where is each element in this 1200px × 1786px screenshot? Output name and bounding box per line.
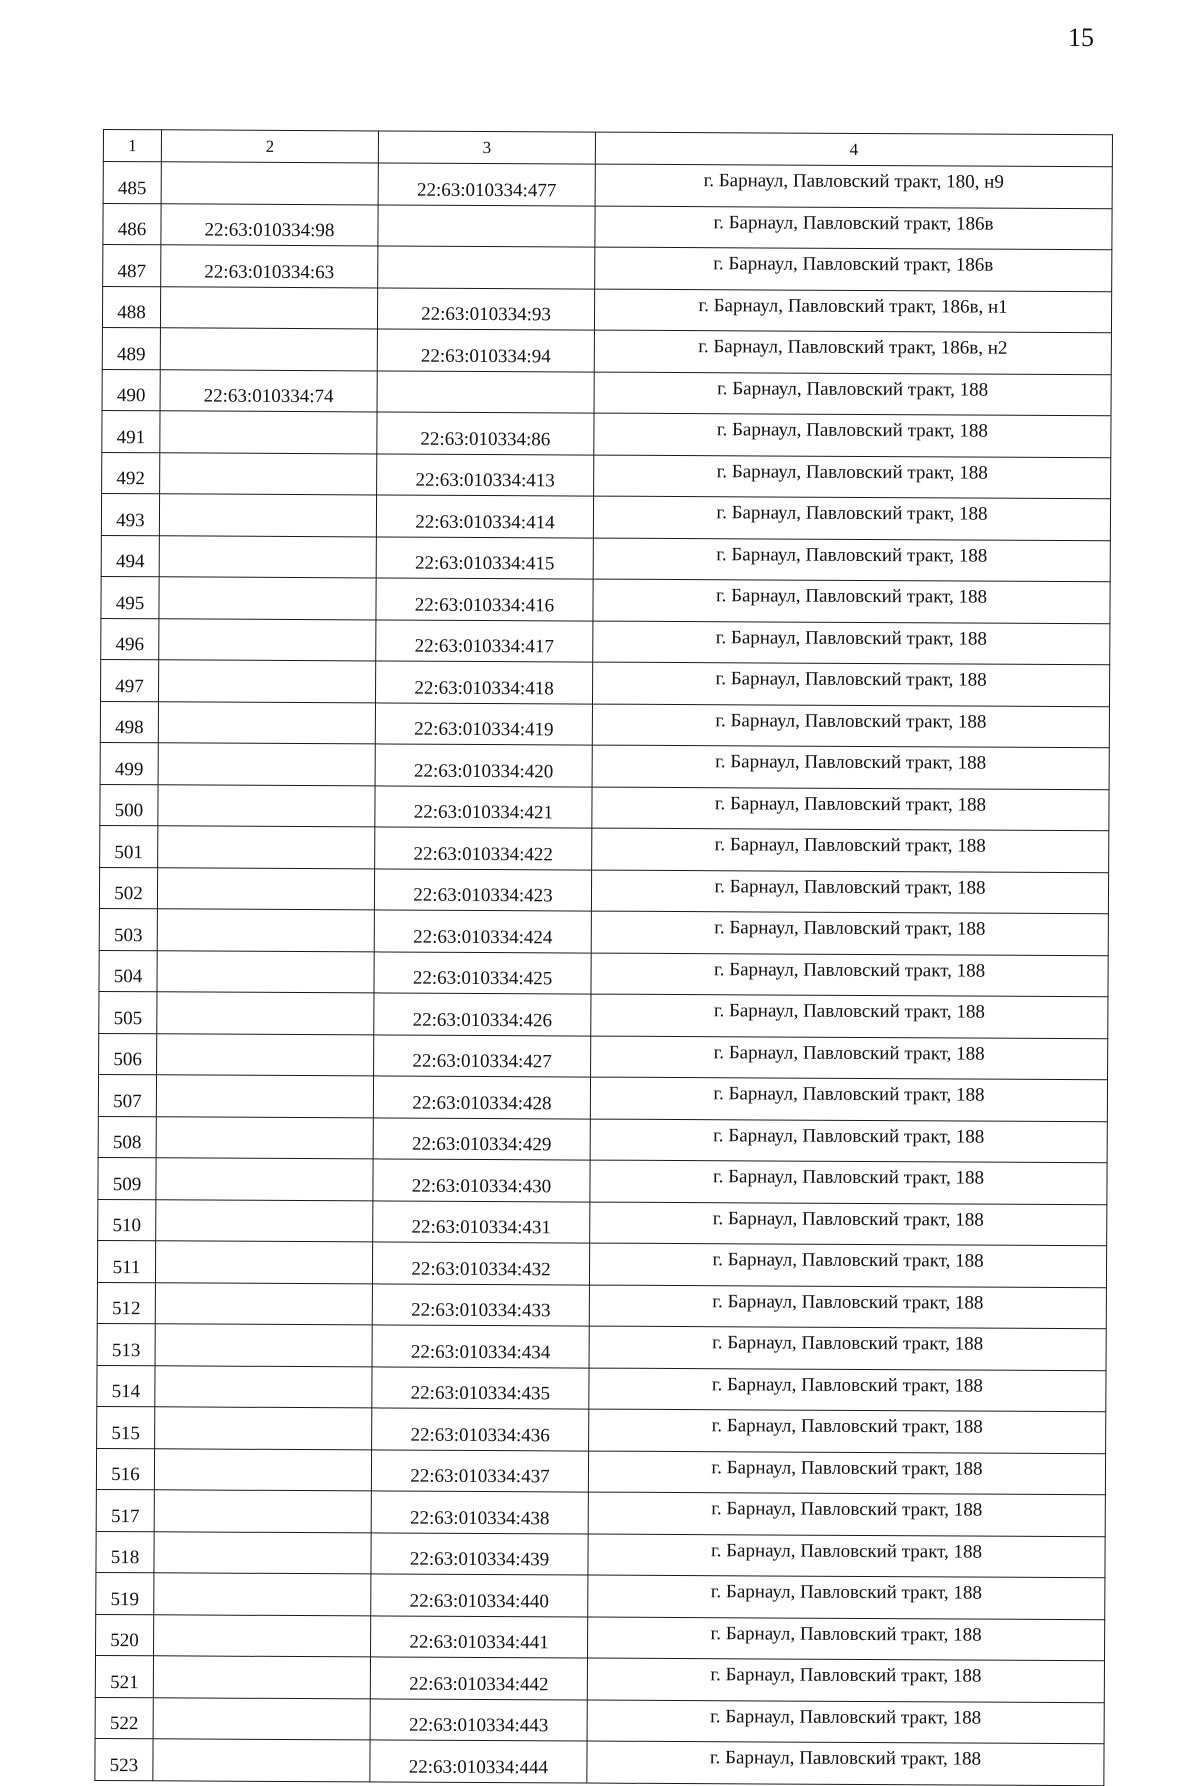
cadastral-number-cell [158,701,375,744]
cadastral-number-cell [154,1490,371,1533]
table-row [102,452,1111,499]
table-row [99,908,1108,955]
row-number-cell: 485 [103,162,161,204]
address-cell: г. Барнаул, Павловский тракт, 180, н9 [595,164,1112,208]
address-cell: г. Барнаул, Павловский тракт, 188 [588,1492,1105,1536]
address-cell: г. Барнаул, Павловский тракт, 188 [594,413,1111,457]
table-row [100,701,1109,748]
cadastral-number-cell [157,867,374,910]
premises-number-cell: 22:63:010334:441 [371,1615,588,1658]
table-row [98,1116,1107,1163]
address-cell: г. Барнаул, Павловский тракт, 188 [589,1409,1106,1453]
address-cell: г. Барнаул, Павловский тракт, 188 [592,745,1109,789]
row-number-cell: 501 [100,825,158,867]
address-cell: г. Барнаул, Павловский тракт, 188 [587,1658,1104,1702]
row-number-cell: 500 [100,784,158,826]
premises-number-cell: 22:63:010334:421 [375,785,592,828]
address-cell: г. Барнаул, Павловский тракт, 188 [589,1326,1106,1370]
table-row [99,1033,1108,1080]
cadastral-number-cell [154,1531,371,1574]
premises-number-cell: 22:63:010334:434 [372,1325,589,1368]
cadastral-number-cell [160,328,377,371]
address-cell: г. Барнаул, Павловский тракт, 188 [588,1534,1105,1578]
premises-number-cell: 22:63:010334:425 [374,951,591,994]
premises-number-cell: 22:63:010334:423 [374,868,591,911]
column-header-4: 4 [595,132,1112,167]
cadastral-number-cell [160,411,377,454]
premises-number-cell: 22:63:010334:424 [374,910,591,953]
cadastral-number-cell [155,1324,372,1367]
cadastral-number-cell [153,1697,370,1740]
table-row [101,659,1110,706]
row-number-cell: 494 [101,535,159,577]
premises-number-cell: 22:63:010334:437 [371,1449,588,1492]
row-number-cell: 496 [101,618,159,660]
cadastral-number-cell [159,577,376,620]
table-row [102,369,1111,416]
row-number-cell: 519 [96,1572,154,1614]
table-row [102,410,1111,457]
premises-number-cell: 22:63:010334:427 [374,1034,591,1077]
row-number-cell: 511 [97,1240,155,1282]
row-number-cell: 518 [96,1531,154,1573]
premises-number-cell [377,370,594,413]
premises-number-cell [378,246,595,289]
address-cell: г. Барнаул, Павловский тракт, 188 [594,455,1111,499]
property-table [94,129,1113,1786]
table-row [100,784,1109,831]
cadastral-number-cell [155,1241,372,1284]
address-cell: г. Барнаул, Павловский тракт, 188 [592,828,1109,872]
address-cell: г. Барнаул, Павловский тракт, 188 [590,1202,1107,1246]
row-number-cell: 495 [101,576,159,618]
premises-number-cell: 22:63:010334:444 [370,1740,587,1783]
address-cell: г. Барнаул, Павловский тракт, 188 [592,787,1109,831]
address-cell: г. Барнаул, Павловский тракт, 188 [591,994,1108,1038]
cadastral-number-cell: 22:63:010334:63 [161,245,378,288]
table-row [97,1365,1106,1412]
address-cell: г. Барнаул, Павловский тракт, 188 [589,1243,1106,1287]
row-number-cell: 502 [99,867,157,909]
row-number-cell: 507 [98,1074,156,1116]
premises-number-cell: 22:63:010334:442 [370,1657,587,1700]
row-number-cell: 517 [96,1489,154,1531]
table-row [101,618,1110,665]
page-number: 15 [1068,23,1094,52]
cadastral-number-cell [158,826,375,869]
premises-number-cell: 22:63:010334:439 [371,1532,588,1575]
table-row [96,1489,1105,1536]
row-number-cell: 489 [102,327,160,369]
address-cell: г. Барнаул, Павловский тракт, 186в [595,247,1112,291]
premises-number-cell: 22:63:010334:86 [377,412,594,455]
address-cell: г. Барнаул, Павловский тракт, 188 [594,372,1111,416]
table-row [101,493,1110,540]
row-number-cell: 515 [97,1406,155,1448]
premises-number-cell: 22:63:010334:422 [375,827,592,870]
premises-number-cell: 22:63:010334:420 [375,744,592,787]
premises-number-cell: 22:63:010334:419 [375,702,592,745]
address-cell: г. Барнаул, Павловский тракт, 188 [591,953,1108,997]
cadastral-number-cell [157,992,374,1035]
premises-number-cell: 22:63:010334:94 [377,329,594,372]
row-number-cell: 510 [98,1199,156,1241]
cadastral-number-cell [154,1448,371,1491]
address-cell: г. Барнаул, Павловский тракт, 188 [593,621,1110,665]
table-row [98,1074,1107,1121]
premises-number-cell: 22:63:010334:438 [371,1491,588,1534]
premises-number-cell: 22:63:010334:93 [377,287,594,330]
row-number-cell: 508 [98,1116,156,1158]
premises-number-cell: 22:63:010334:429 [373,1117,590,1160]
table-row [97,1282,1106,1329]
row-number-cell: 512 [97,1282,155,1324]
cadastral-number-cell [154,1614,371,1657]
row-number-cell: 492 [102,452,160,494]
row-number-cell: 504 [99,950,157,992]
table-row [100,825,1109,872]
column-header-3: 3 [378,131,595,164]
column-header-2: 2 [161,130,378,163]
row-number-cell: 516 [96,1448,154,1490]
premises-number-cell: 22:63:010334:418 [376,661,593,704]
table-header-row [103,130,1112,167]
table-row [99,867,1108,914]
cadastral-number-cell [159,494,376,537]
row-number-cell: 506 [99,1033,157,1075]
address-cell: г. Барнаул, Павловский тракт, 188 [590,1077,1107,1121]
address-cell: г. Барнаул, Павловский тракт, 188 [591,1036,1108,1080]
cadastral-number-cell [155,1407,372,1450]
address-cell: г. Барнаул, Павловский тракт, 188 [591,870,1108,914]
cadastral-number-cell [160,452,377,495]
premises-number-cell: 22:63:010334:431 [373,1200,590,1243]
cadastral-number-cell [158,784,375,827]
address-cell: г. Барнаул, Павловский тракт, 188 [593,579,1110,623]
row-number-cell: 514 [97,1365,155,1407]
address-cell: г. Барнаул, Павловский тракт, 188 [588,1617,1105,1661]
premises-number-cell [378,204,595,247]
table-body [95,162,1112,1786]
cadastral-number-cell [154,1573,371,1616]
cadastral-number-cell [157,950,374,993]
premises-number-cell: 22:63:010334:435 [372,1366,589,1409]
row-number-cell: 498 [100,701,158,743]
row-number-cell: 522 [95,1697,153,1739]
premises-number-cell: 22:63:010334:426 [374,993,591,1036]
row-number-cell: 509 [98,1157,156,1199]
table-row [96,1448,1105,1495]
row-number-cell: 505 [99,991,157,1033]
cadastral-number-cell [159,618,376,661]
address-cell: г. Барнаул, Павловский тракт, 188 [590,1119,1107,1163]
table-header [103,130,1112,167]
cadastral-number-cell [157,909,374,952]
cadastral-number-cell [155,1365,372,1408]
premises-number-cell: 22:63:010334:430 [373,1159,590,1202]
table-row [95,1697,1104,1744]
address-cell: г. Барнаул, Павловский тракт, 186в, н2 [594,330,1111,374]
address-cell: г. Барнаул, Павловский тракт, 188 [592,704,1109,748]
row-number-cell: 491 [102,410,160,452]
row-number-cell: 521 [95,1655,153,1697]
row-number-cell: 499 [100,742,158,784]
row-number-cell: 520 [96,1614,154,1656]
table-row [99,991,1108,1038]
address-cell: г. Барнаул, Павловский тракт, 188 [593,496,1110,540]
premises-number-cell: 22:63:010334:414 [376,495,593,538]
address-cell: г. Барнаул, Павловский тракт, 188 [591,911,1108,955]
table-row [98,1199,1107,1246]
row-number-cell: 503 [99,908,157,950]
table-row [101,576,1110,623]
row-number-cell: 488 [102,286,160,328]
table-row [97,1323,1106,1370]
premises-number-cell: 22:63:010334:440 [371,1574,588,1617]
cadastral-number-cell [153,1656,370,1699]
row-number-cell: 493 [101,493,159,535]
row-number-cell: 487 [103,245,161,287]
table-row [96,1614,1105,1661]
cadastral-number-cell [156,1158,373,1201]
row-number-cell: 497 [101,659,159,701]
cadastral-number-cell [159,660,376,703]
table-row [95,1738,1104,1785]
premises-number-cell: 22:63:010334:417 [376,619,593,662]
cadastral-number-cell [153,1739,370,1782]
premises-number-cell: 22:63:010334:443 [370,1698,587,1741]
premises-number-cell: 22:63:010334:432 [372,1242,589,1285]
table-row [97,1240,1106,1287]
premises-number-cell: 22:63:010334:477 [378,163,595,206]
cadastral-number-cell [157,1033,374,1076]
premises-number-cell: 22:63:010334:433 [372,1283,589,1326]
table-row [102,327,1111,374]
cadastral-number-cell [156,1075,373,1118]
column-header-1: 1 [103,130,161,162]
row-number-cell: 513 [97,1323,155,1365]
address-cell: г. Барнаул, Павловский тракт, 188 [587,1700,1104,1744]
table-row [103,203,1112,250]
premises-number-cell: 22:63:010334:436 [372,1408,589,1451]
row-number-cell: 490 [102,369,160,411]
table-row [98,1157,1107,1204]
table-row [96,1531,1105,1578]
premises-number-cell: 22:63:010334:428 [373,1076,590,1119]
row-number-cell: 523 [95,1738,153,1780]
address-cell: г. Барнаул, Павловский тракт, 188 [588,1451,1105,1495]
table-row [100,742,1109,789]
cadastral-number-cell [156,1199,373,1242]
row-number-cell: 486 [103,203,161,245]
premises-number-cell: 22:63:010334:415 [376,536,593,579]
address-cell: г. Барнаул, Павловский тракт, 188 [590,1160,1107,1204]
cadastral-number-cell [161,162,378,205]
table-row [97,1406,1106,1453]
cadastral-number-cell [156,1116,373,1159]
cadastral-number-cell: 22:63:010334:98 [161,203,378,246]
cadastral-number-cell [159,535,376,578]
table-row [102,286,1111,333]
table-row [95,1655,1104,1702]
address-cell: г. Барнаул, Павловский тракт, 188 [587,1741,1104,1785]
cadastral-number-cell [155,1282,372,1325]
table-row [99,950,1108,997]
table-row [96,1572,1105,1619]
cadastral-number-cell [158,743,375,786]
address-cell: г. Барнаул, Павловский тракт, 188 [588,1575,1105,1619]
premises-number-cell: 22:63:010334:413 [377,453,594,496]
table-row [101,535,1110,582]
premises-number-cell: 22:63:010334:416 [376,578,593,621]
address-cell: г. Барнаул, Павловский тракт, 188 [589,1285,1106,1329]
address-cell: г. Барнаул, Павловский тракт, 186в [595,206,1112,250]
address-cell: г. Барнаул, Павловский тракт, 188 [592,662,1109,706]
address-cell: г. Барнаул, Павловский тракт, 188 [589,1368,1106,1412]
table-row [103,162,1112,209]
cadastral-number-cell: 22:63:010334:74 [160,369,377,412]
address-cell: г. Барнаул, Павловский тракт, 188 [593,538,1110,582]
table-row [103,245,1112,292]
cadastral-number-cell [160,286,377,329]
address-cell: г. Барнаул, Павловский тракт, 186в, н1 [594,289,1111,333]
